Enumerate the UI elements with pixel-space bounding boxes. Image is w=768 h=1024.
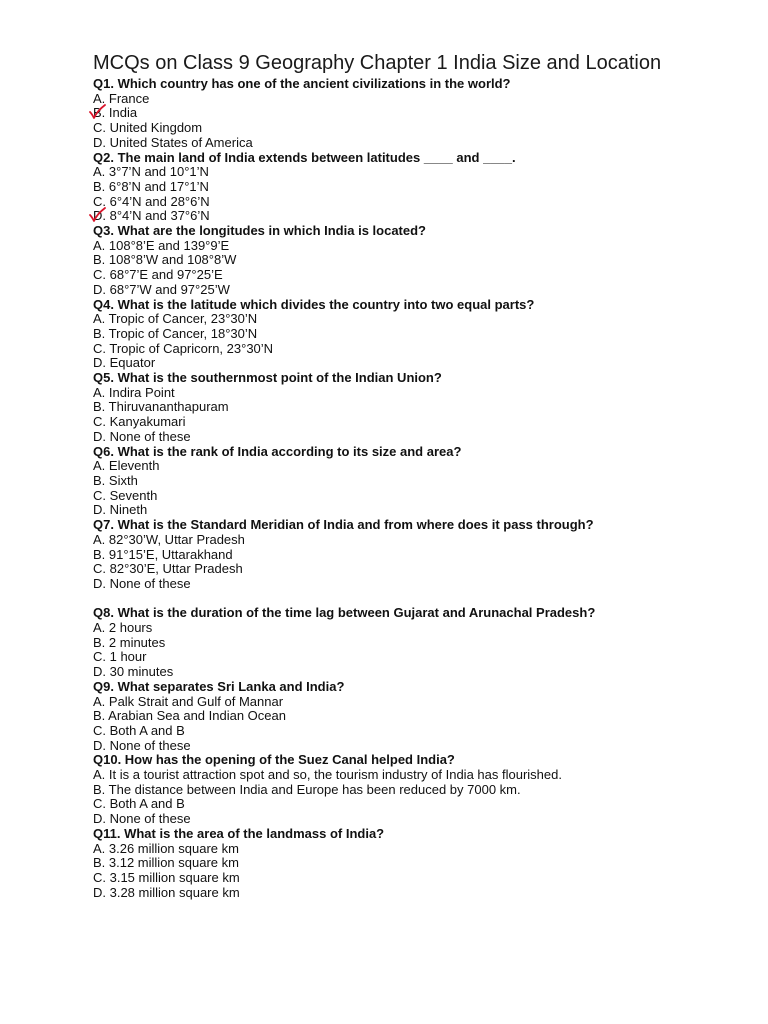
option-text: A. Palk Strait and Gulf of Mannar — [93, 693, 284, 709]
option-text: B. Tropic of Cancer, 18°30’N — [93, 325, 258, 341]
answer-option — [93, 356, 733, 371]
question-block — [93, 371, 733, 445]
option-text: D. 30 minutes — [93, 664, 174, 680]
answer-option — [93, 386, 733, 401]
question-block — [93, 445, 733, 519]
answer-option — [93, 548, 733, 563]
answer-option — [93, 268, 733, 283]
option-text: A. 2 hours — [93, 620, 153, 635]
question-block — [93, 518, 733, 592]
question-text: Q3. What are the longitudes in which India is located? — [93, 223, 426, 239]
option-text: A. France — [93, 90, 150, 106]
option-text: D. Nineth — [93, 502, 148, 518]
option-text: B. 2 minutes — [93, 634, 166, 650]
answer-option — [93, 312, 733, 327]
option-text: D. Equator — [93, 355, 156, 371]
answer-option — [93, 842, 733, 857]
answer-option — [93, 327, 733, 342]
question-text: Q6. What is the rank of India according to its size and area? — [93, 443, 462, 459]
answer-option — [93, 562, 733, 577]
answer-option — [93, 665, 733, 680]
option-text: B. Thiruvananthapuram — [93, 399, 229, 415]
question-text: Q5. What is the southernmost point of the Indian Union? — [93, 370, 442, 386]
option-text: B. Sixth — [93, 472, 138, 488]
question-block — [93, 298, 733, 372]
question-block — [93, 606, 733, 680]
answer-option — [93, 768, 733, 783]
answer-option — [93, 253, 733, 268]
option-text: D. None of these — [93, 811, 191, 827]
question-text: Q4. What is the latitude which divides the country into two equal parts? — [93, 296, 535, 312]
option-text: A. 82°30’W, Uttar Pradesh — [93, 531, 245, 547]
option-text: A. 108°8’E and 139°9’E — [93, 237, 230, 253]
answer-option — [93, 239, 733, 254]
option-text: C. United Kingdom — [93, 120, 203, 136]
answer-option — [93, 459, 733, 474]
question-block — [93, 77, 733, 151]
option-text: C. 68°7’E and 97°25’E — [93, 267, 223, 283]
answer-option — [93, 621, 733, 636]
answer-option — [93, 136, 733, 151]
option-text: D. None of these — [93, 575, 191, 591]
blank-line — [93, 592, 733, 607]
option-text: A. Tropic of Cancer, 23°30’N — [93, 311, 258, 327]
answer-option — [93, 856, 733, 871]
question-block — [93, 224, 733, 298]
option-text: D. United States of America — [93, 134, 253, 150]
option-text: D. None of these — [93, 428, 191, 444]
option-text: B. Arabian Sea and Indian Ocean — [93, 708, 286, 724]
answer-option — [93, 812, 733, 827]
answer-option — [93, 283, 733, 298]
question-block — [93, 753, 733, 827]
answer-option — [93, 739, 733, 754]
option-text: C. Both A and B — [93, 722, 185, 738]
answer-option — [93, 209, 733, 224]
option-text: C. 3.15 million square km — [93, 869, 240, 885]
question-block — [93, 827, 733, 901]
answer-option — [93, 503, 733, 518]
answer-option — [93, 342, 733, 357]
option-text: A. It is a tourist attraction spot and so, the tourism industry of India has flourished. — [93, 767, 562, 783]
answer-option — [93, 783, 733, 798]
question-block — [93, 680, 733, 754]
answer-option — [93, 121, 733, 136]
option-text: A. Eleventh — [93, 458, 160, 474]
answer-option — [93, 695, 733, 710]
question-list — [93, 77, 733, 900]
answer-option — [93, 724, 733, 739]
option-text: B. 3.12 million square km — [93, 855, 239, 871]
question-block — [93, 151, 733, 225]
document-page — [93, 50, 733, 900]
option-text: B. India — [93, 105, 138, 121]
option-text: D. 68°7’W and 97°25’W — [93, 281, 230, 297]
option-text: A. Indira Point — [93, 384, 175, 400]
answer-option — [93, 180, 733, 195]
answer-option — [93, 165, 733, 180]
answer-option — [93, 636, 733, 651]
option-text: D. 3.28 million square km — [93, 884, 240, 900]
option-text: B. 108°8’W and 108°8’W — [93, 252, 237, 268]
option-text: D. 8°4’N and 37°6’N — [93, 208, 210, 224]
question-text: Q2. The main land of India extends between latitudes ____ and ____. — [93, 149, 516, 165]
option-text: C. 1 hour — [93, 649, 147, 665]
option-text: C. Tropic of Capricorn, 23°30’N — [93, 340, 274, 356]
option-text: C. Both A and B — [93, 796, 185, 812]
option-text: A. 3°7’N and 10°1’N — [93, 164, 209, 180]
option-text: C. Seventh — [93, 487, 158, 503]
answer-option — [93, 577, 733, 592]
option-text: B. 6°8’N and 17°1’N — [93, 178, 209, 194]
question-text: Q1. Which country has one of the ancient civilizations in the world? — [93, 76, 511, 91]
answer-option — [93, 415, 733, 430]
option-text: B. The distance between India and Europe has been reduced by 7000 km. — [93, 781, 521, 797]
answer-option — [93, 474, 733, 489]
answer-option — [93, 650, 733, 665]
answer-option — [93, 797, 733, 812]
question-text: Q9. What separates Sri Lanka and India? — [93, 678, 345, 694]
answer-option — [93, 106, 733, 121]
option-text: C. Kanyakumari — [93, 414, 186, 430]
question-text: Q8. What is the duration of the time lag between Gujarat and Arunachal Pradesh? — [93, 605, 596, 621]
answer-option — [93, 533, 733, 548]
option-text: C. 82°30’E, Uttar Pradesh — [93, 561, 243, 577]
option-text: A. 3.26 million square km — [93, 840, 239, 856]
answer-option — [93, 92, 733, 107]
option-text: C. 6°4’N and 28°6’N — [93, 193, 210, 209]
answer-option — [93, 430, 733, 445]
option-text: D. None of these — [93, 737, 191, 753]
question-text: Q10. How has the opening of the Suez Canal helped India? — [93, 752, 455, 768]
answer-option — [93, 400, 733, 415]
answer-option — [93, 886, 733, 901]
question-text: Q11. What is the area of the landmass of India? — [93, 825, 385, 841]
answer-option — [93, 195, 733, 210]
option-text: B. 91°15’E, Uttarakhand — [93, 546, 233, 562]
answer-option — [93, 871, 733, 886]
answer-option — [93, 709, 733, 724]
answer-option — [93, 489, 733, 504]
document-title: MCQs on Class 9 Geography Chapter 1 India Size and Location — [93, 52, 662, 74]
question-text: Q7. What is the Standard Meridian of India and from where does it pass through? — [93, 517, 594, 533]
